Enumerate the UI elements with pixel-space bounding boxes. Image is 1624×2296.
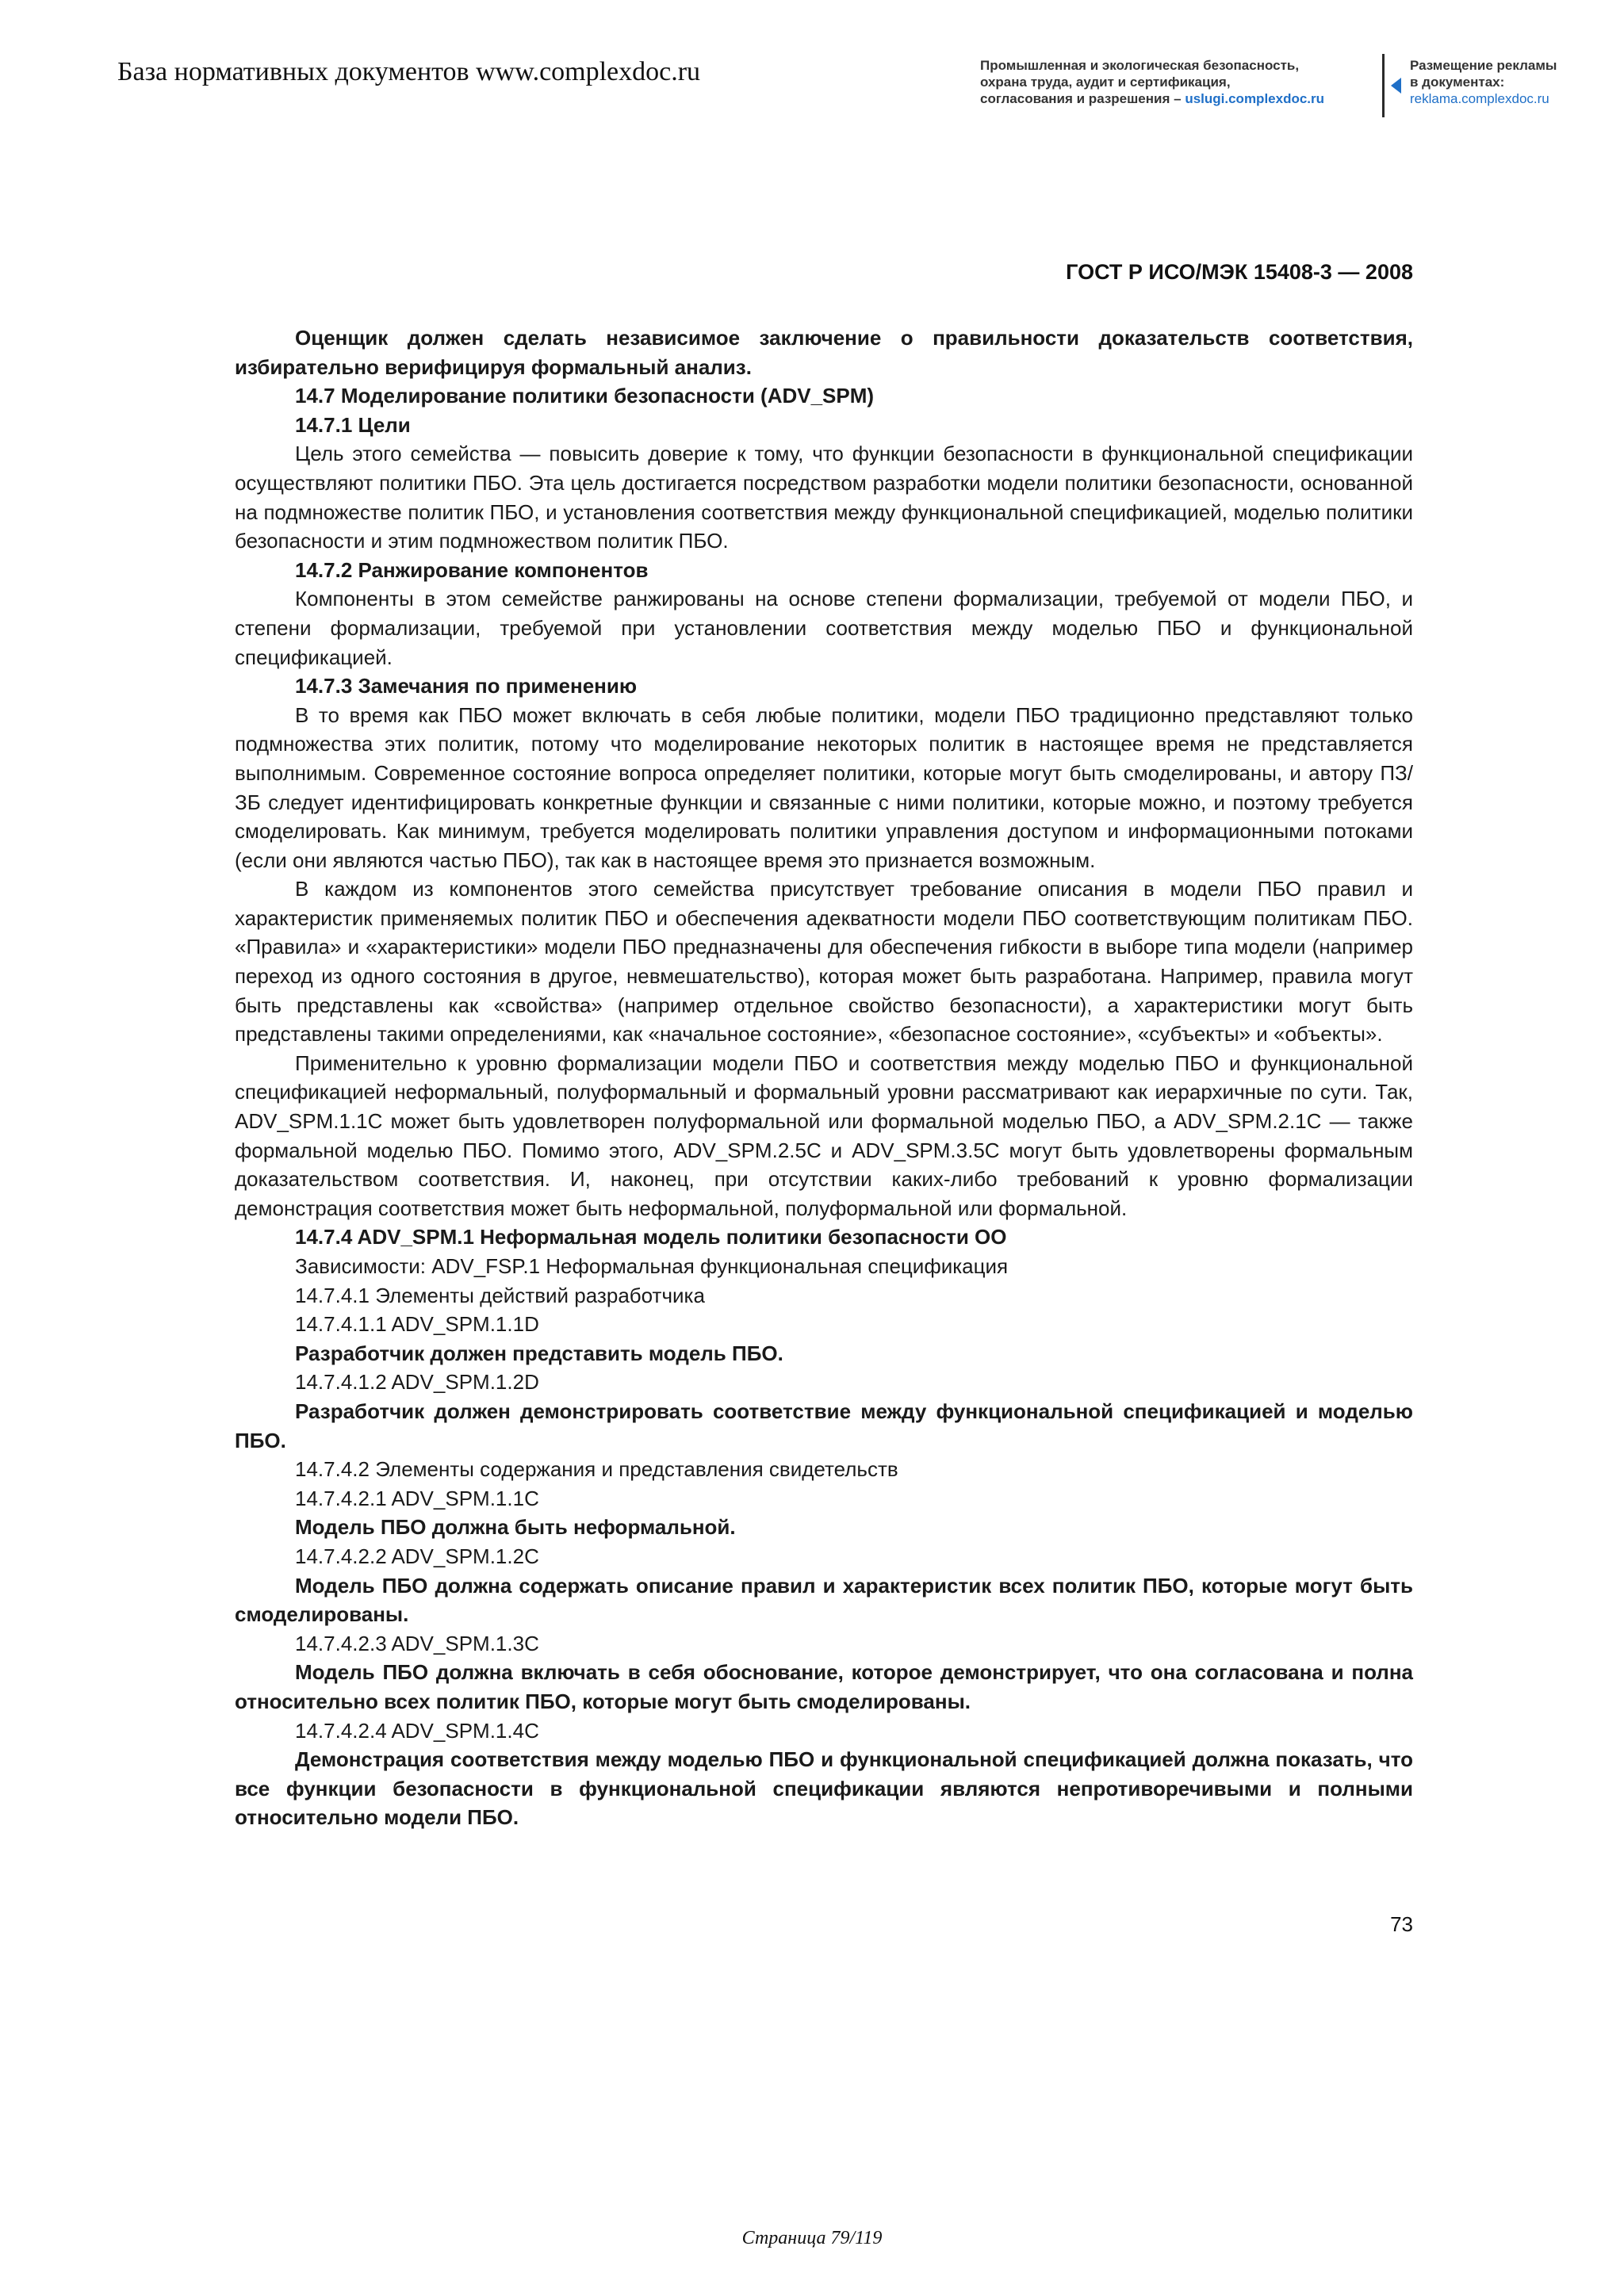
body-paragraph: В каждом из компонентов этого семейства присутствует требование описания в модели ПБО правил и характеристик применяемых политик ПБО и обеспечения адекватности модели ПБО соответствующим политикам ПБО. «Правила» и «характеристики» модели ПБО предназначены для обеспечения гибкости в выборе типа модели (например переход из одного состояния в другое, невмешательство), которая может быть разработана. Например, правила могут быть представлены как «свойства» (например отдельное свойство безопасности), а характеристики могут быть представлены такими определениями, как «начальное состояние», «безопасное состояние», «субъекты» и «объекты». <box>235 877 1413 1047</box>
section-heading: 14.7.3 Замечания по применению <box>295 674 638 698</box>
uslugi-link[interactable]: uslugi.complexdoc.ru <box>1185 91 1325 106</box>
ads-line: Размещение рекламы <box>1410 58 1557 73</box>
body-paragraph: Цель этого семейства — повысить доверие к тому, что функции безопасности в функциональной спецификации осуществляют политики ПБО. Эта цель достигается посредством разработки модели политики безопасности, основанной на подмножестве политик ПБО, и установления соответствия между функциональной спецификацией, моделью политики безопасности и этим подмножеством политик ПБО. <box>235 442 1413 553</box>
body-paragraph: 14.7.4.2.2 ADV_SPM.1.2C <box>295 1544 539 1568</box>
body-paragraph: 14.7.4.1 Элементы действий разработчика <box>295 1283 705 1307</box>
promo-line: Промышленная и экологическая безопасность, <box>980 58 1300 73</box>
requirement-text: Модель ПБО должна быть неформальной. <box>295 1515 736 1540</box>
requirement-text: Демонстрация соответствия между моделью ПБО и функциональной спецификацией должна показать, что все функции безопасности в функциональной спецификации являются непротиворечивыми и полными относительно модели ПБО. <box>235 1747 1413 1830</box>
ads-block <box>1410 57 1600 107</box>
body-paragraph: 14.7.4.1.1 ADV_SPM.1.1D <box>295 1312 539 1337</box>
promo-block <box>980 57 1377 107</box>
promo-line: охрана труда, аудит и сертификация, <box>980 75 1231 90</box>
section-heading: 14.7.4 ADV_SPM.1 Неформальная модель политики безопасности ОО <box>295 1225 1007 1249</box>
section-heading: 14.7.1 Цели <box>295 412 411 437</box>
body-paragraph: 14.7.4.2.1 ADV_SPM.1.1C <box>295 1486 539 1510</box>
header-divider <box>1382 54 1385 117</box>
body-paragraph: Компоненты в этом семействе ранжированы на основе степени формализации, требуемой от модели ПБО, и степени формализации, требуемой при установлении соответствия между моделью ПБО и функциональной спецификацией. <box>235 587 1413 669</box>
page-footer: Страница 79/119 <box>741 2228 883 2248</box>
body-paragraph: 14.7.4.2.3 ADV_SPM.1.3C <box>295 1631 539 1655</box>
site-title: База нормативных документов www.complexdoc.ru <box>117 57 701 86</box>
section-heading: 14.7.2 Ранжирование компонентов <box>295 557 649 582</box>
requirement-text: Разработчик должен представить модель ПБО. <box>295 1341 783 1365</box>
document-body <box>235 323 1413 1832</box>
arrow-left-icon <box>1391 78 1401 94</box>
requirement-text: Модель ПБО должна содержать описание правил и характеристик всех политик ПБО, которые могут быть смоделированы. <box>235 1573 1413 1627</box>
body-paragraph: 14.7.4.1.2 ADV_SPM.1.2D <box>295 1370 539 1395</box>
body-paragraph: 14.7.4.2.4 ADV_SPM.1.4C <box>295 1718 539 1743</box>
body-paragraph: В то время как ПБО может включать в себя любые политики, модели ПБО традиционно представляют только подмножества этих политик, потому что моделирование некоторых политик в настоящее время не представляется выполнимым. Современное состояние вопроса определяет политики, которые могут быть смоделированы, и автору ПЗ/ЗБ следует идентифицировать конкретные функции и связанные с ними политики, которые можно, и поэтому требуется смоделировать. Как минимум, требуется моделировать политики управления доступом и информационными потоками (если они являются частью ПБО), так как в настоящее время это признается возможным. <box>235 702 1413 872</box>
body-paragraph: Применительно к уровню формализации модели ПБО и соответствия между моделью ПБО и функциональной спецификацией неформальный, полуформальный и формальный уровни рассматривают как иерархичные по сути. Так, ADV_SPM.1.1C может быть удовлетворен полуформальной или формальной моделью ПБО, а ADV_SPM.2.1C — также формальной моделью ПБО. Помимо этого, ADV_SPM.2.5C и ADV_SPM.3.5C могут быть удовлетворены формальным доказательством соответствия. И, наконец, при отсутствии каких-либо требований к уровню формализации демонстрация соответствия может быть неформальной, полуформальной или формальной. <box>235 1050 1413 1220</box>
requirement-text: Оценщик должен сделать независимое заключение о правильности доказательств соответствия, избирательно верифицируя формальный анализ. <box>235 326 1413 379</box>
section-heading: 14.7 Моделирование политики безопасности (ADV_SPM) <box>295 384 875 408</box>
requirement-text: Разработчик должен демонстрировать соответствие между функциональной спецификацией и моделью ПБО. <box>235 1399 1413 1452</box>
reklama-link[interactable]: reklama.complexdoc.ru <box>1410 91 1549 106</box>
page-number: 73 <box>1390 1912 1413 1936</box>
ads-line: в документах: <box>1410 75 1505 90</box>
requirement-text: Модель ПБО должна включать в себя обоснование, которое демонстрирует, что она согласована и полна относительно всех политик ПБО, которые могут быть смоделированы. <box>235 1660 1413 1713</box>
body-paragraph: 14.7.4.2 Элементы содержания и представления свидетельств <box>295 1457 898 1482</box>
body-paragraph: Зависимости: ADV_FSP.1 Неформальная функциональная спецификация <box>295 1254 1009 1278</box>
promo-line: согласования и разрешения – <box>980 91 1182 106</box>
document-id: ГОСТ Р ИСО/МЭК 15408-3 — 2008 <box>1066 260 1413 284</box>
